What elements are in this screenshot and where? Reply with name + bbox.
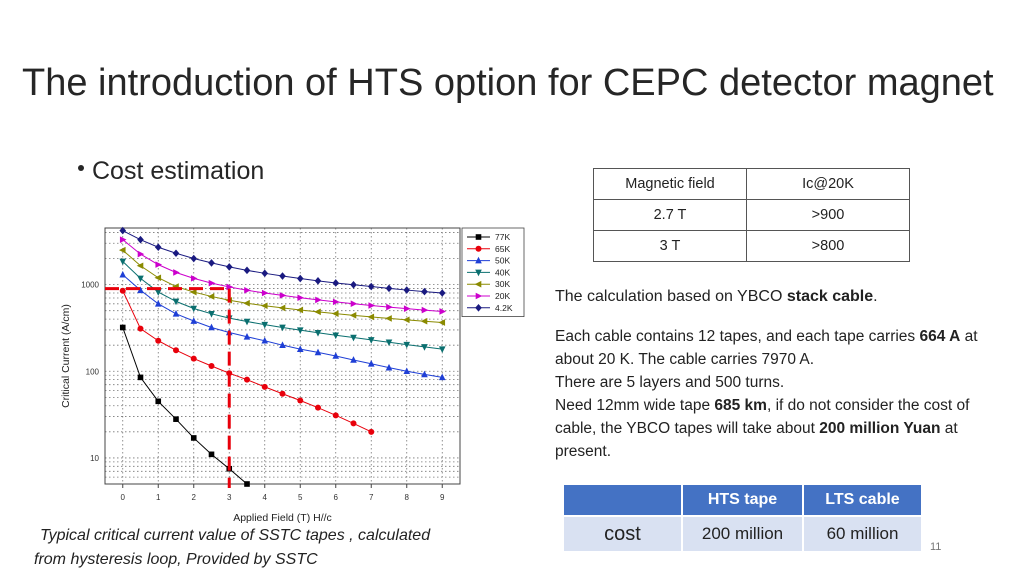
table-cell: >900 <box>747 200 910 231</box>
data-point-4.2K <box>261 270 268 278</box>
x-tick-label: 2 <box>191 493 196 502</box>
data-point-20K <box>422 307 429 314</box>
x-tick-label: 1 <box>156 493 161 502</box>
data-point-65K <box>333 412 339 418</box>
data-point-30K <box>208 293 215 300</box>
calc-title-suffix: . <box>873 288 878 305</box>
calc-bold: 685 km <box>714 397 767 414</box>
data-point-77K <box>209 452 215 458</box>
data-point-30K <box>332 310 339 317</box>
data-point-30K <box>367 314 374 321</box>
legend-label: 4.2K <box>495 302 513 313</box>
data-point-4.2K <box>244 267 251 275</box>
data-point-65K <box>297 397 303 403</box>
caption-line: Typical critical current value of SSTC tapes , calculated <box>40 527 431 544</box>
table-cell: 3 T <box>594 231 747 262</box>
table-header-cell: Ic@20K <box>747 169 910 200</box>
x-tick-label: 7 <box>369 493 374 502</box>
y-axis-label: Critical Current (A/cm) <box>60 304 72 408</box>
y-tick-label: 10 <box>90 453 99 463</box>
data-point-65K <box>280 391 286 397</box>
data-point-4.2K <box>173 249 180 257</box>
cost-header-row <box>564 485 921 515</box>
cost-row-label: cost <box>564 517 681 551</box>
data-point-30K <box>243 300 250 307</box>
data-point-4.2K <box>190 255 197 263</box>
x-tick-label: 6 <box>333 493 338 502</box>
data-point-4.2K <box>368 283 375 291</box>
data-point-65K <box>368 429 374 435</box>
cost-header-cell: HTS tape <box>683 485 802 515</box>
chart-svg <box>58 222 528 527</box>
data-point-4.2K <box>208 259 215 267</box>
data-point-20K <box>155 261 162 268</box>
data-point-40K <box>137 276 144 283</box>
calculation-body <box>555 325 1015 463</box>
x-tick-label: 3 <box>227 493 232 502</box>
data-point-20K <box>297 294 304 301</box>
series-line-30K <box>123 250 443 322</box>
data-point-65K <box>262 384 268 390</box>
data-point-4.2K <box>350 281 357 289</box>
data-point-77K <box>155 399 161 405</box>
data-point-4.2K <box>226 263 233 271</box>
data-point-65K <box>244 377 250 383</box>
data-point-4.2K <box>297 275 304 283</box>
magnetic-field-table <box>593 168 910 262</box>
cost-value-lts: 60 million <box>804 517 921 551</box>
data-point-65K <box>155 338 161 344</box>
data-point-40K <box>155 289 162 296</box>
data-point-20K <box>209 280 216 287</box>
data-point-65K <box>191 356 197 362</box>
legend-label: 20K <box>495 291 511 301</box>
legend-label: 30K <box>495 279 511 290</box>
data-point-20K <box>386 304 393 311</box>
calc-paragraph-1 <box>555 325 1015 371</box>
data-point-77K <box>138 375 144 381</box>
legend-label: 40K <box>495 267 511 278</box>
x-tick-label: 9 <box>440 493 445 502</box>
data-point-20K <box>262 290 269 297</box>
figure-caption <box>34 524 430 572</box>
calc-paragraph-2: There are 5 layers and 500 turns. <box>555 374 785 391</box>
calculation-title <box>555 288 878 306</box>
data-point-20K <box>173 269 180 276</box>
data-point-4.2K <box>155 243 162 251</box>
y-tick-label: 100 <box>85 367 99 377</box>
x-tick-label: 5 <box>298 493 303 502</box>
calc-text: at present. <box>555 420 958 460</box>
data-point-30K <box>279 305 286 312</box>
data-point-30K <box>403 317 410 324</box>
data-point-65K <box>173 347 179 353</box>
legend-marker-77K <box>476 234 482 240</box>
data-point-77K <box>244 481 250 487</box>
data-point-30K <box>314 309 321 316</box>
calc-text: Each cable contains 12 tapes, and each tape carries <box>555 328 920 345</box>
page-number: 11 <box>930 541 942 553</box>
x-tick-label: 8 <box>404 493 409 502</box>
data-point-30K <box>119 247 126 254</box>
data-point-4.2K <box>386 285 393 293</box>
calc-bold: 664 A <box>919 328 961 345</box>
table-row <box>594 200 910 231</box>
data-point-4.2K <box>279 272 286 280</box>
data-point-77K <box>173 416 179 422</box>
bullet-text: Cost estimation <box>92 157 265 185</box>
legend-label: 65K <box>495 243 511 254</box>
legend-marker-65K <box>476 246 482 252</box>
slide-title: The introduction of HTS option for CEPC detector magnet <box>22 62 994 104</box>
calc-text: at about 20 K. The cable carries 7970 A. <box>555 328 978 368</box>
table-header-cell: Magnetic field <box>594 169 747 200</box>
data-point-65K <box>315 405 321 411</box>
cost-row <box>564 517 921 551</box>
legend-label: 77K <box>495 232 511 242</box>
data-point-20K <box>191 275 198 282</box>
data-point-4.2K <box>137 236 144 244</box>
data-point-77K <box>120 325 126 331</box>
legend-label: 50K <box>495 255 511 266</box>
data-point-20K <box>368 302 375 309</box>
table-cell: >800 <box>747 231 910 262</box>
calc-title-text: The calculation based on YBCO <box>555 288 787 305</box>
data-point-50K <box>155 300 162 307</box>
data-point-77K <box>191 435 197 441</box>
data-point-30K <box>438 319 445 326</box>
data-point-20K <box>138 251 145 258</box>
critical-current-chart <box>58 222 528 527</box>
cost-value-hts: 200 million <box>683 517 802 551</box>
data-point-20K <box>351 300 358 307</box>
data-point-4.2K <box>439 289 446 297</box>
data-point-40K <box>439 346 446 353</box>
calc-bold: 200 million Yuan <box>819 420 941 437</box>
bullet-item <box>78 157 264 186</box>
data-point-65K <box>120 288 126 294</box>
calc-text: Need 12mm wide tape <box>555 397 715 414</box>
caption-line: from hysteresis loop, Provided by SSTC <box>34 551 318 568</box>
calc-title-bold: stack cable <box>786 288 874 305</box>
calc-paragraph-3 <box>555 394 1015 463</box>
data-point-50K <box>119 271 126 278</box>
data-point-65K <box>138 326 144 332</box>
table-row <box>594 231 910 262</box>
data-point-4.2K <box>315 277 322 285</box>
x-axis-label: Applied Field (T) H//c <box>233 512 332 524</box>
cost-header-cell: LTS cable <box>804 485 921 515</box>
bullet-dot-icon <box>78 165 84 171</box>
data-point-30K <box>296 307 303 314</box>
data-point-30K <box>385 315 392 322</box>
data-point-20K <box>333 299 340 306</box>
data-point-20K <box>315 297 322 304</box>
data-point-20K <box>439 308 446 315</box>
data-point-4.2K <box>332 279 339 287</box>
data-point-30K <box>350 312 357 319</box>
data-point-65K <box>209 363 215 369</box>
y-tick-label: 1000 <box>81 280 99 290</box>
cost-table <box>562 483 923 553</box>
cost-header-cell <box>564 485 681 515</box>
x-tick-label: 4 <box>262 493 267 502</box>
series-line-65K <box>123 291 372 432</box>
data-point-20K <box>244 287 251 294</box>
x-tick-label: 0 <box>120 493 125 502</box>
table-header-row <box>594 169 910 200</box>
data-point-65K <box>351 420 357 426</box>
table-cell: 2.7 T <box>594 200 747 231</box>
calc-text: , if do not consider the cost of cable, the YBCO tapes will take about <box>555 397 970 437</box>
